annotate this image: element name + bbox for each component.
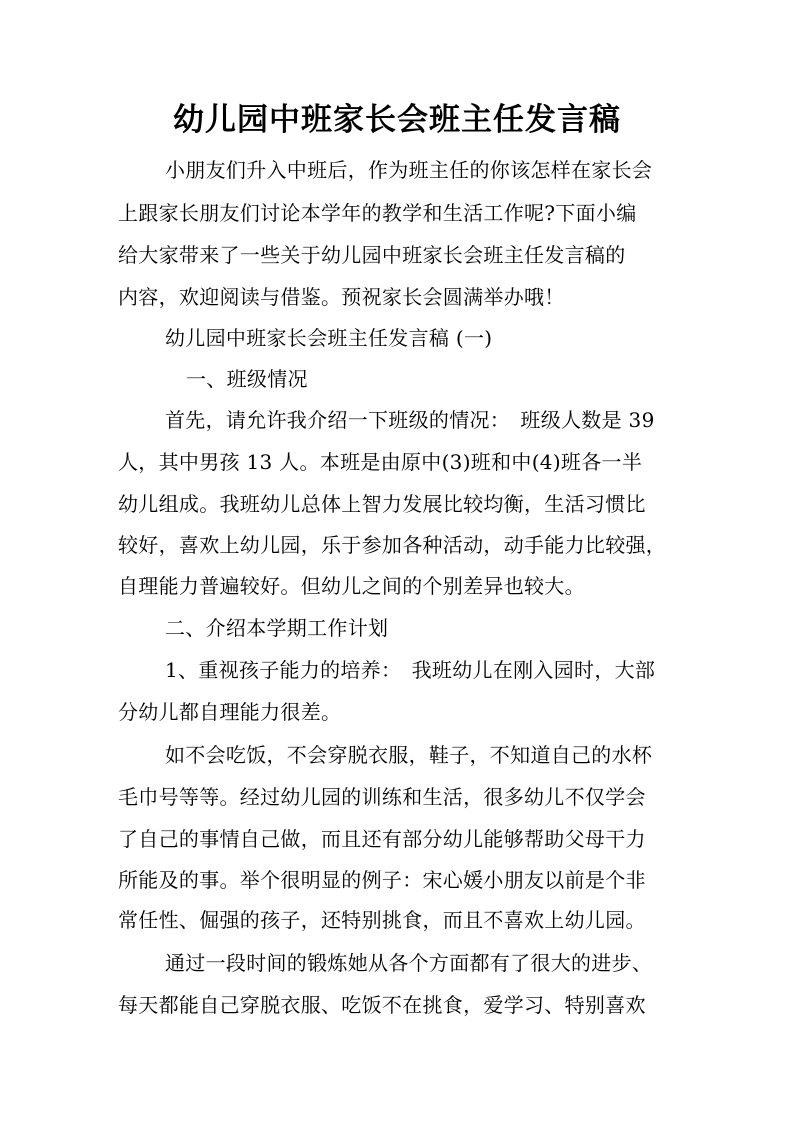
section-heading: 二、介绍本学期工作计划 xyxy=(165,616,389,640)
paragraph-line: 给大家带来了一些关于幼儿园中班家长会班主任发言稿的 xyxy=(118,243,626,267)
paragraph-line: 常任性、倔强的孩子，还特别挑食，而且不喜欢上幼儿园。 xyxy=(118,908,646,932)
paragraph-line: 内容，欢迎阅读与借鉴。预祝家长会圆满举办哦！ xyxy=(118,285,565,309)
paragraph-line: 每天都能自己穿脱衣服、吃饭不在挑食，爱学习、特别喜欢 xyxy=(118,993,646,1017)
document-title: 幼儿园中班家长会班主任发言稿 xyxy=(173,102,621,138)
paragraph-line: 首先，请允许我介绍一下班级的情况： 班级人数是 39 xyxy=(165,408,655,432)
paragraph-line: 人，其中男孩 13 人。本班是由原中(3)班和中(4)班各一半 xyxy=(118,450,643,474)
paragraph-line: 所能及的事。举个很明显的例子：宋心媛小朋友以前是个非 xyxy=(118,868,646,892)
paragraph-line: 较好，喜欢上幼儿园，乐于参加各种活动，动手能力比较强， xyxy=(118,533,667,557)
paragraph-line: 通过一段时间的锻炼她从各个方面都有了很大的进步、 xyxy=(165,951,653,975)
paragraph-line: 分幼儿都自理能力很差。 xyxy=(118,700,342,724)
paragraph-line: 了自己的事情自己做，而且还有部分幼儿能够帮助父母干力 xyxy=(118,827,646,851)
paragraph-line: 1、重视孩子能力的培养： 我班幼儿在刚入园时，大部 xyxy=(165,658,656,682)
paragraph-line: 如不会吃饭，不会穿脱衣服，鞋子，不知道自己的水杯 xyxy=(165,743,653,767)
paragraph-line: 小朋友们升入中班后，作为班主任的你该怎样在家长会 xyxy=(165,158,653,182)
paragraph-line: 毛巾号等等。经过幼儿园的训练和生活，很多幼儿不仅学会 xyxy=(118,785,646,809)
paragraph-line: 自理能力普遍较好。但幼儿之间的个别差异也较大。 xyxy=(118,574,585,598)
paragraph-line: 幼儿组成。我班幼儿总体上智力发展比较均衡，生活习惯比 xyxy=(118,492,646,516)
section-heading: 一、班级情况 xyxy=(186,367,308,391)
section-subtitle: 幼儿园中班家长会班主任发言稿 (一) xyxy=(165,326,493,350)
paragraph-line: 上跟家长朋友们讨论本学年的教学和生活工作呢?下面小编 xyxy=(118,201,637,225)
